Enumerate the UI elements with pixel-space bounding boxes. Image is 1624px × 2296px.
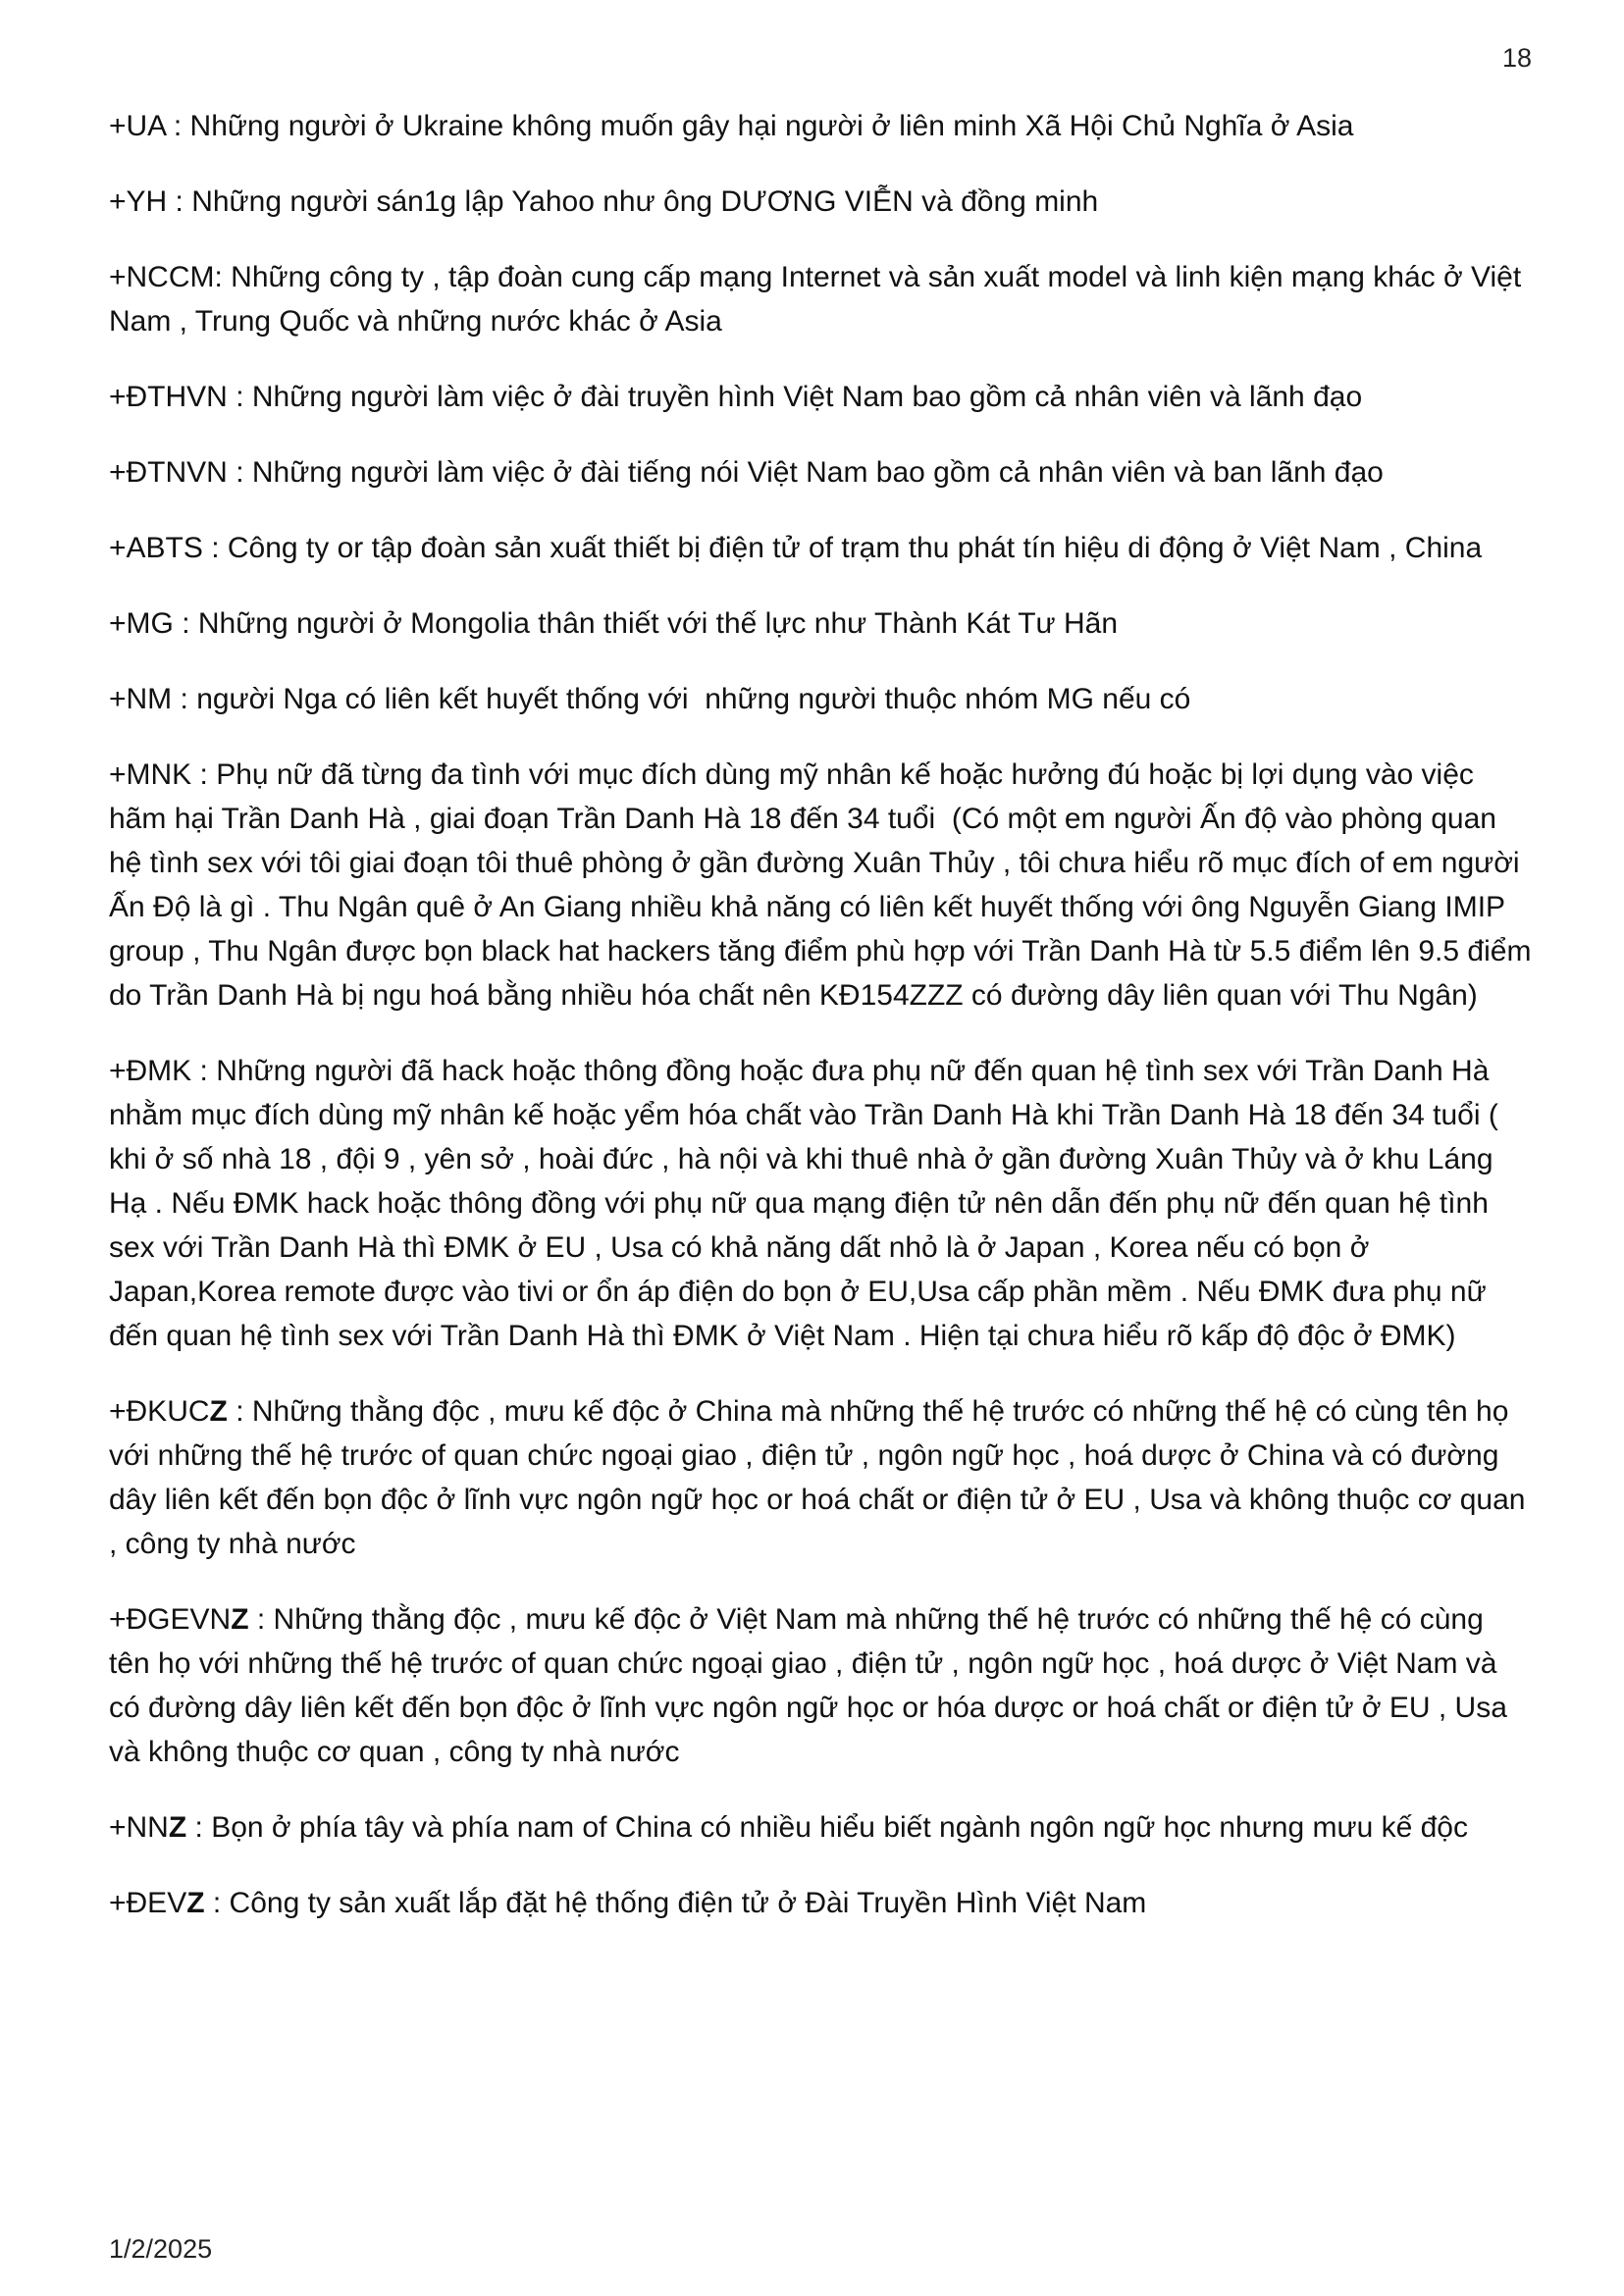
entry-text: : Công ty or tập đoàn sản xuất thiết bị điện tử of trạm thu phát tín hiệu di động ở Việt Nam , China bbox=[202, 532, 1483, 564]
entry-dgevnz bbox=[109, 1597, 1532, 1774]
entry-code: +ABTS bbox=[109, 532, 203, 564]
entry-mnk bbox=[109, 753, 1540, 1018]
entry-mark: Z bbox=[209, 1395, 228, 1428]
entry-code: +YH bbox=[109, 185, 168, 218]
entry-text: : Những thằng độc , mưu kế độc ở China mà những thế hệ trước có những thế hệ có cùng tên họ với những thế hệ trước of quan chức ngoại giao , điện tử , ngôn ngữ học , hoá dược ở China và có đường dây liên kết đến bọn độc ở lĩnh vực ngôn ngữ học or hoá chất or điện tử ở EU , Usa và không thuộc cơ quan , công ty nhà nước bbox=[109, 1395, 1534, 1560]
entry-abts bbox=[109, 526, 1532, 570]
entry-text: : người Nga có liên kết huyết thống với những người thuộc nhóm MG nếu có bbox=[172, 683, 1191, 715]
entry-code: +NM bbox=[109, 683, 173, 715]
entry-code: +ĐMK bbox=[109, 1055, 192, 1087]
entry-mark: Z bbox=[186, 1887, 205, 1919]
entry-text: : Những người đã hack hoặc thông đồng hoặc đưa phụ nữ đến quan hệ tình sex với Trần Danh Hà nhằm mục đích dùng mỹ nhân kế hoặc yểm hóa chất vào Trần Danh Hà khi Trần Danh Hà 18 đến 34 tuổi ( khi ở số nhà 18 , đội 9 , yên sở , hoài đức , hà nội và khi thuê nhà ở gần đường Xuân Thủy và ở khu Láng Hạ . Nếu ĐMK hack hoặc thông đồng với phụ nữ qua mạng điện tử nên dẫn đến phụ nữ đến quan hệ tình sex với Trần Danh Hà thì ĐMK ở EU , Usa có khả năng dất nhỏ là ở Japan , Korea nếu có bọn ở Japan,Korea remote được vào tivi or ổn áp điện do bọn ở EU,Usa cấp phần mềm . Nếu ĐMK đưa phụ nữ đến quan hệ tình sex với Trần Danh Hà thì ĐMK ở Việt Nam . Hiện tại chưa hiểu rõ kấp độ độc ở ĐMK) bbox=[109, 1055, 1507, 1352]
entry-code: +MG bbox=[109, 607, 174, 640]
entry-ua bbox=[109, 104, 1532, 148]
entry-dthvn bbox=[109, 375, 1532, 419]
footer-date: 1/2/2025 bbox=[109, 2234, 213, 2264]
entry-code: +ĐTNVN bbox=[109, 456, 228, 489]
entry-text: : Những người ở Mongolia thân thiết với thế lực như Thành Kát Tư Hãn bbox=[173, 607, 1119, 640]
entry-code: +ĐGEVN bbox=[109, 1603, 232, 1636]
document-body bbox=[109, 104, 1540, 1957]
entry-yh bbox=[109, 180, 1532, 224]
entry-mg bbox=[109, 601, 1532, 646]
page-number: 18 bbox=[1501, 43, 1532, 73]
entry-devz bbox=[109, 1881, 1532, 1925]
entry-mark: Z bbox=[231, 1603, 249, 1636]
entry-code: +MNK bbox=[109, 758, 192, 791]
entry-text: : Những người làm việc ở đài tiếng nói Việt Nam bao gồm cả nhân viên và ban lãnh đạo bbox=[227, 456, 1384, 489]
entry-text: : Bọn ở phía tây và phía nam of China có nhiều hiểu biết ngành ngôn ngữ học nhưng mưu kế độc bbox=[186, 1811, 1468, 1844]
entry-code: +UA bbox=[109, 110, 166, 142]
entry-mark: Z bbox=[168, 1811, 187, 1844]
entry-text: : Những người làm việc ở đài truyền hình Việt Nam bao gồm cả nhân viên và lãnh đạo bbox=[227, 381, 1363, 413]
entry-dkucz bbox=[109, 1389, 1532, 1566]
entry-dtnvn bbox=[109, 450, 1532, 495]
entry-text: : Những thằng độc , mưu kế độc ở Việt Nam mà những thế hệ trước có những thế hệ có cùng tên họ với những thế hệ trước of quan chức ngoại giao , điện tử , ngôn ngữ học , hoá dược ở Việt Nam và có đường dây liên kết đến bọn độc ở lĩnh vực ngôn ngữ học or hóa dược or hoá chất or điện tử ở EU , Usa và không thuộc cơ quan , công ty nhà nước bbox=[109, 1603, 1516, 1768]
entry-nm bbox=[109, 677, 1532, 721]
entry-code: +ĐTHVN bbox=[109, 381, 228, 413]
entry-code: +ĐKUC bbox=[109, 1395, 210, 1428]
entry-text: : Phụ nữ đã từng đa tình với mục đích dùng mỹ nhân kế hoặc hưởng đú hoặc bị lợi dụng vào việc hãm hại Trần Danh Hà , giai đoạn Trần Danh Hà 18 đến 34 tuổi (Có một em người Ấn độ vào phòng quan hệ tình sex với tôi giai đoạn tôi thuê phòng ở gần đường Xuân Thủy , tôi chưa hiểu rõ mục đích of em người Ấn Độ là gì . Thu Ngân quê ở An Giang nhiều khả năng có liên kết huyết thống với ông Nguyễn Giang IMIP group , Thu Ngân được bọn black hat hackers tăng điểm phù hợp với Trần Danh Hà từ 5.5 điểm lên 9.5 điểm do Trần Danh Hà bị ngu hoá bằng nhiều hóa chất nên KĐ154ZZZ có đường dây liên quan với Thu Ngân) bbox=[109, 758, 1540, 1012]
entry-nccm bbox=[109, 255, 1532, 343]
entry-text: : Những người ở Ukraine không muốn gây hại người ở liên minh Xã Hội Chủ Nghĩa ở Asia bbox=[165, 110, 1354, 142]
entry-code: +NN bbox=[109, 1811, 169, 1844]
entry-nnz bbox=[109, 1805, 1532, 1850]
entry-text: : Công ty sản xuất lắp đặt hệ thống điện tử ở Đài Truyền Hình Việt Nam bbox=[204, 1887, 1147, 1919]
entry-code: +NCCM bbox=[109, 261, 215, 293]
entry-dmk bbox=[109, 1049, 1532, 1358]
entry-text: : Những người sán1g lập Yahoo như ông DƯƠNG VIỄN và đồng minh bbox=[167, 185, 1099, 218]
entry-code: +ĐEV bbox=[109, 1887, 187, 1919]
entry-text: : Những công ty , tập đoàn cung cấp mạng Internet và sản xuất model và linh kiện mạng khác ở Việt Nam , Trung Quốc và những nước khác ở Asia bbox=[109, 261, 1530, 338]
